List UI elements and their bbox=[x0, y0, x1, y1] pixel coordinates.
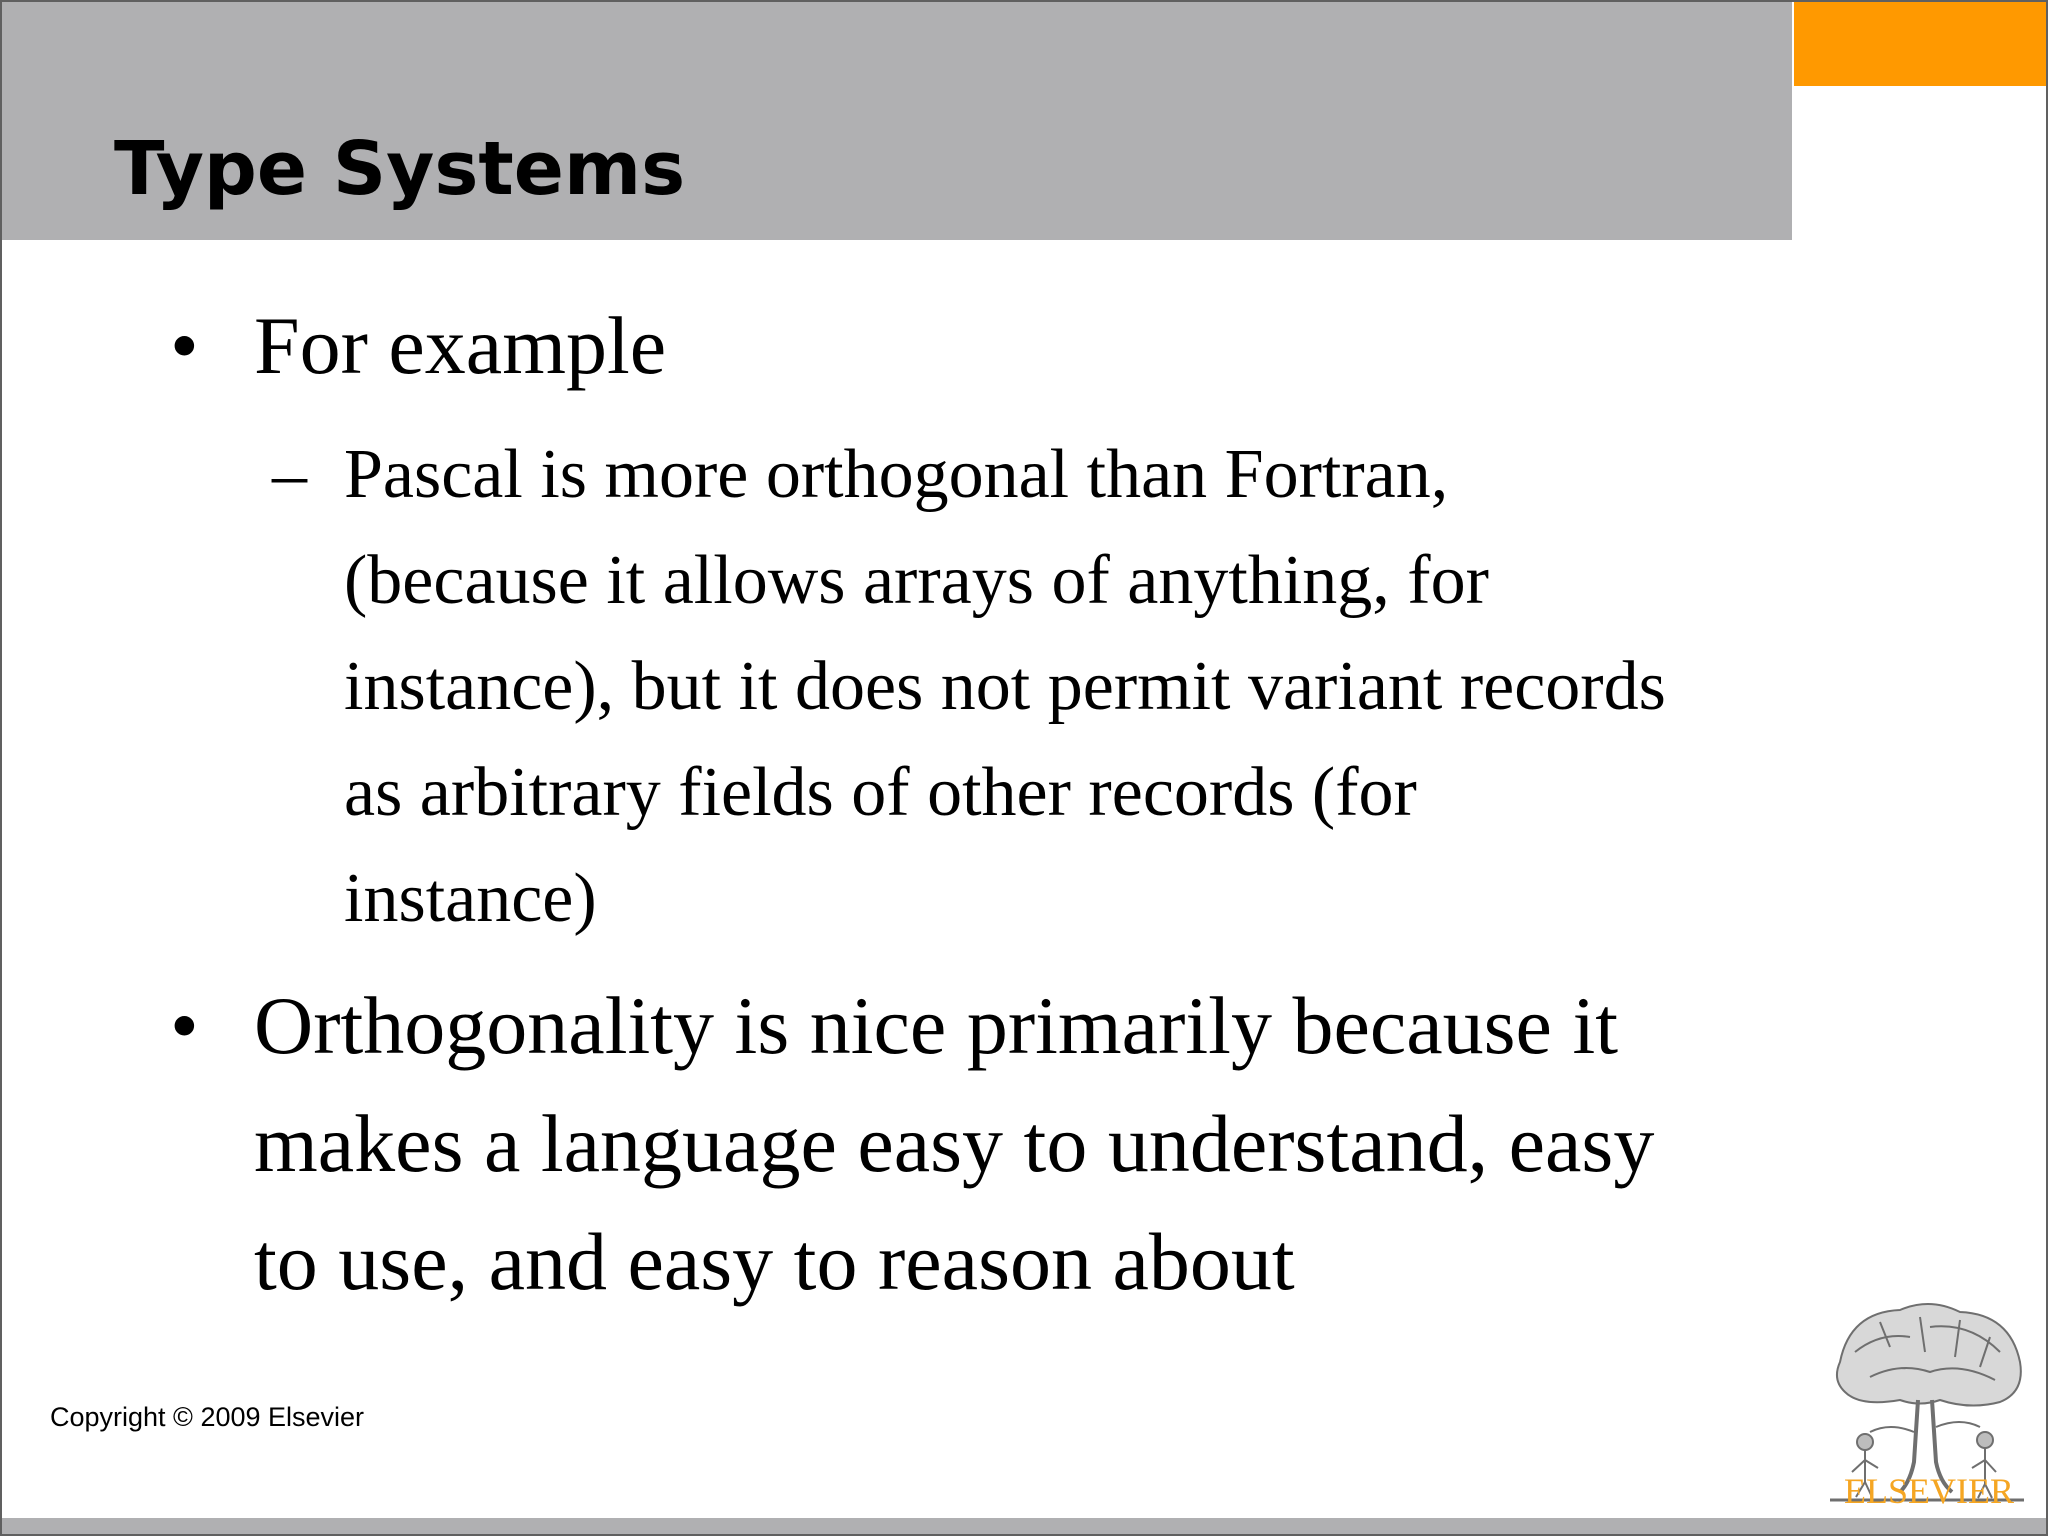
bullet-text bbox=[254, 967, 1994, 1321]
bullet-line: makes a language easy to understand, easy bbox=[254, 1098, 1655, 1189]
sub-bullet-marker: – bbox=[272, 436, 307, 513]
sub-bullet-line: Pascal is more orthogonal than Fortran, bbox=[344, 436, 1449, 513]
sub-bullet-line: as arbitrary fields of other records (for bbox=[344, 754, 1417, 831]
slide-title: Type Systems bbox=[114, 126, 686, 212]
copyright-text: Copyright © 2009 Elsevier bbox=[50, 1402, 365, 1432]
bullet-text: For example bbox=[254, 300, 667, 391]
bullet-line: Orthogonality is nice primarily because it bbox=[254, 980, 1619, 1071]
bullet-marker: • bbox=[170, 980, 199, 1071]
bottom-bar bbox=[2, 1518, 2048, 1536]
bullet-marker: • bbox=[170, 300, 199, 391]
elsevier-logo-text: ELSEVIER bbox=[1844, 1471, 2014, 1511]
sub-bullet-line: instance), but it does not permit variant records bbox=[344, 648, 1666, 725]
sub-bullet-line: instance) bbox=[344, 860, 597, 937]
sub-bullet-line: (because it allows arrays of anything, for bbox=[344, 542, 1489, 619]
bullet-line: to use, and easy to reason about bbox=[254, 1216, 1295, 1307]
sub-bullet-text bbox=[344, 422, 1944, 952]
slide-content bbox=[2, 2, 2048, 1536]
